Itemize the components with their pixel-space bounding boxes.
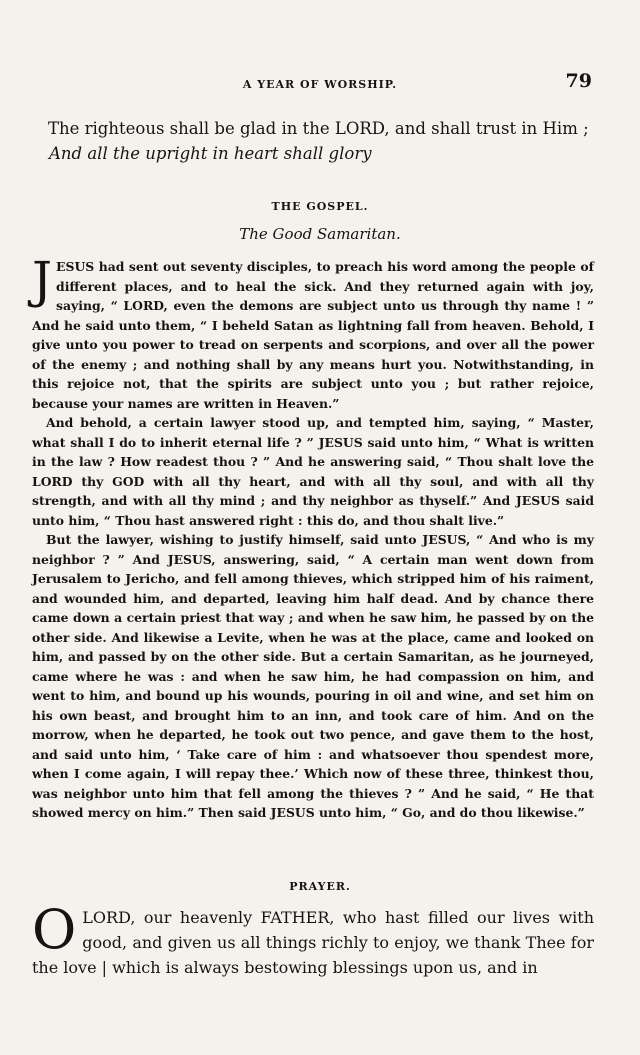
gospel-text xyxy=(32,251,594,823)
prayer-heading: PRAYER. xyxy=(289,880,351,893)
prayer-text xyxy=(32,898,594,980)
gospel-subtitle: The Good Samaritan. xyxy=(239,225,401,243)
drop-cap: J xyxy=(32,251,53,309)
verse-line-1: The righteous shall be glad in the LORD, and shall trust in Him ; xyxy=(48,119,589,138)
page-number: 79 xyxy=(565,70,592,92)
drop-cap: O xyxy=(32,898,77,961)
verse-line-2: And all the upright in heart shall glory xyxy=(49,144,372,163)
gospel-paragraph xyxy=(32,251,594,413)
paragraph-text: ESUS had sent out seventy disciples, to preach his word among the people of different places, and to heal the sick. And they returned again with joy, saying, “ LORD, even the demons are subject unto us through thy name ! ” And he said unto them, “ I beheld Satan as lightning fall from heaven. Behold, I give unto you power to tread on serpents and scorpions, and over all the power of the enemy ; and nothing shall by any means hurt you. Notwithstanding, in this rejoice not, that the spirits are subject unto you ; but rather rejoice, because your names are written in Heaven.” xyxy=(32,259,594,411)
gospel-paragraph: But the lawyer, wishing to justify himself, said unto JESUS, “ And who is my neighbor ? ” And JESUS, answering, said, “ A certain man went down from Jerusalem to Jericho, and fell among thieves, which stripped him of his raiment, and wounded him, and departed, leaving him half dead. And by chance there came down a certain priest that way ; and when he saw him, he passed by on the other side. And likewise a Levite, when he was at the place, came and looked on him, and passed by on the other side. But a certain Samaritan, as he journeyed, came where he was : and when he saw him, he had compassion on him, and went to him, and bound up his wounds, pouring in oil and wine, and set him on his own beast, and brought him to an inn, and took care of him. And on the morrow, when he departed, he took out two pence, and gave them to the host, and said unto him, ‘ Take care of him : and whatsoever thou spendest more, when I come again, I will repay thee.’ Which now of these three, thinkest thou, was neighbor unto him that fell among the thieves ? ” And he said, “ He that showed mercy on him.” Then said JESUS unto him, “ Go, and do thou likewise.” xyxy=(32,532,594,820)
prayer-body: LORD, our heavenly FATHER, who hast filled our lives with good, and given us all things richly to enjoy, we thank Thee for the love | which is always bestowing blessings upon us, and in xyxy=(32,908,594,977)
running-title: A YEAR OF WORSHIP. xyxy=(242,78,398,91)
gospel-heading: THE GOSPEL. xyxy=(271,200,369,213)
gospel-paragraph: And behold, a certain lawyer stood up, and tempted him, saying, “ Master, what shall I do to inherit eternal life ? ” JESUS said unto him, “ What is written in the law ? How readest thou ? ” And he answering said, “ Thou shalt love the LORD thy GOD with all thy heart, and with all thy soul, and with all thy strength, and with all thy mind ; and thy neighbor as thyself.” And JESUS said unto him, “ Thou hast answered right : this do, and thou shalt live.” xyxy=(32,415,594,528)
